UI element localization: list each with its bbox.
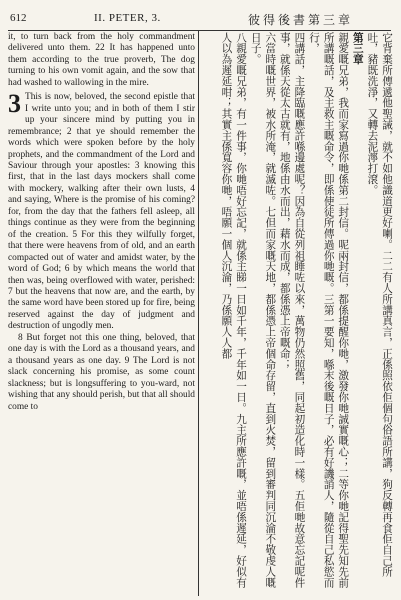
chinese-line-5: 六當時嘅世界，被水所淹，就滅咗。七但而家嘅天地，都係憑上帝個命存留，直到火焚，留到審判同沉淪不敬虔人嘅日子。 [249, 32, 277, 588]
chinese-title: 彼得後書第三章 [248, 13, 354, 27]
chinese-column [202, 32, 394, 595]
chinese-line-1: 它背棄所傳遞他聖誡，就不如他識道更好喇。二二有人所講真言，正係照依佢個句俗語所講，狗反轉再食佢自己所吐，豬既洗淨，又轉去泥濘打滾。 [366, 32, 393, 577]
page-number: 612 [10, 12, 27, 24]
book-title: II. PETER, 3. [94, 12, 161, 24]
chinese-line-3: 親愛嘅兄弟，我而家寫過你哋係第二封信。呢兩封信，都係提醒你哋，激發你哋誠實嘅心；二等你哋記得聖先知先前所講嘅話，及主救主嘅命令，即係使徒所傳過你哋嘅。三第一要知，喺末後嘅日子，必有好譏誚人，隨從自己私慾而行， [308, 32, 350, 588]
column-divider [198, 30, 199, 596]
english-paragraph-2: 8 But forget not this one thing, beloved, that one day is with the Lord as a thousand years, and a thousand years as one day. 9 The Lord is not slack concerning his promise, as some count slackness; but is longsuffering to you-ward, not wishing that any should perish, but that all should come to [8, 332, 195, 412]
english-chapter-paragraph [8, 89, 195, 333]
english-opening-paragraph: it, to turn back from the holy commandment delivered unto them. 22 It has happened unto them according to the true proverb, The dog turning to his own vomit again, and the sow that had washed to wallowing in the mire. [8, 32, 195, 88]
english-chapter-text: This is now, beloved, the second epistle that I write unto you; and in both of them I stir up your sincere mind by putting you in remembrance; 2 that ye should remember the words which were spoken before by the holy prophets, and the commandment of the Lord and Saviour through your apostles: 3 knowing this first, that in the last days mockers shall come with mockery, walking after their own lusts, 4 and saying, Where is the promise of his coming? for, from the day that the fathers fell asleep, all things continue as they were from the beginning of the creation. 5 For this they wilfully forget, that there were heavens from of old, and an earth compacted out of water and amidst water, by the word of God; 6 by which means the world that then was, being overflowed with water, perished: 7 but the heavens that now are, and the earth, by the same word have been stored up for fire, being reserved against the day of judgment and destruction of ungodly men. [8, 92, 195, 332]
english-column [8, 32, 195, 597]
chinese-line-6: 八親愛嘅兄弟，有一件事，你哋唔好忘記，就係主睇一日如千年，千年如一日。九主所應許嘅，並唔係遲延，好似有人以為遲延咁；其實主係寬容你哋，唔願一個人沉淪，乃係願人人都 [220, 32, 248, 588]
chinese-chapter-title: 第三章 [351, 32, 364, 65]
page-header [8, 8, 391, 31]
chinese-line-4: 四講話，主降臨嘅應許喺邊處呢？因為自從列祖睡咗以來，萬物仍然照舊，同起初造化時一樣。五佢哋故意忘記呢件事，就係天從太古就有，地係由水而出，藉水而成，都係憑上帝嘅命； [278, 32, 306, 588]
chapter-number: 3 [8, 89, 21, 119]
